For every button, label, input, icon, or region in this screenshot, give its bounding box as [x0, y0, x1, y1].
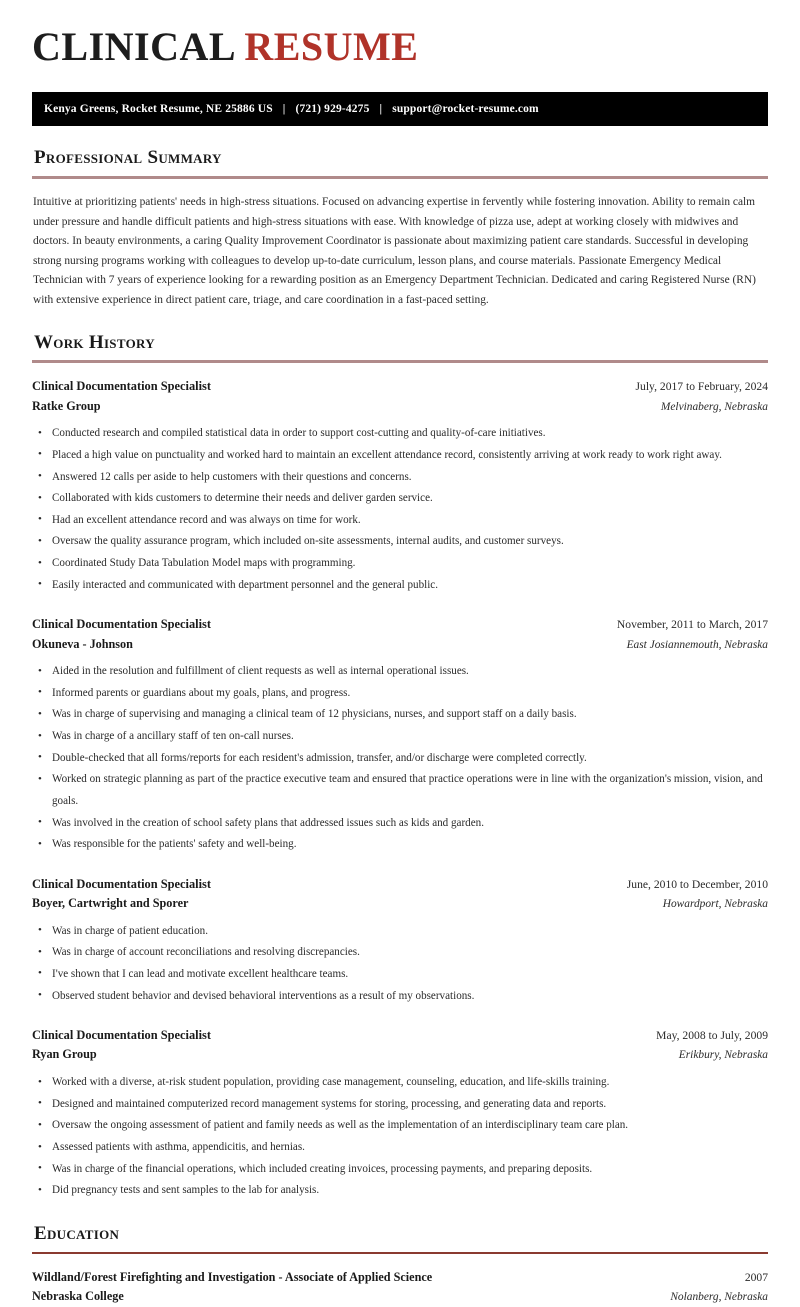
job-bullet: • Was in charge of account reconciliations and resolving discrepancies.	[32, 942, 768, 964]
work-history-list	[32, 377, 768, 1201]
job-bullet-list	[32, 423, 768, 596]
job-company: Ryan Group	[32, 1047, 97, 1062]
job-bullet: • Collaborated with kids customers to determine their needs and deliver garden service.	[32, 488, 768, 510]
job-bullet: • Was responsible for the patients' safety and well-being.	[32, 834, 768, 856]
job-bullet: • Placed a high value on punctuality and worked hard to maintain an excellent attendance record, consistently arriving at work ready to work right away.	[32, 445, 768, 467]
job-bullet: • Informed parents or guardians about my goals, plans, and progress.	[32, 683, 768, 705]
work-history-entry	[32, 615, 768, 856]
work-history-entry	[32, 377, 768, 596]
job-company: Boyer, Cartwright and Sporer	[32, 896, 189, 911]
job-bullet: • Easily interacted and communicated with department personnel and the general public.	[32, 575, 768, 597]
job-bullet: • Designed and maintained computerized record management systems for storing, processing, and generating data and reports.	[32, 1094, 768, 1116]
education-location: Nolanberg, Nebraska	[670, 1291, 768, 1304]
job-company: Ratke Group	[32, 398, 101, 413]
section-professional-summary	[32, 148, 768, 311]
professional-summary-text: Intuitive at prioritizing patients' needs in high-stress situations. Focused on advancing expertise in fervently while fostering innovation. Ability to remain calm under pressure and handle difficult patients and high-stress situations with ease. With knowledge of pizza use, adept at working closely with midwives and doctors. In beauty environments, a caring Quality Improvement Coordinator is passionate about maximizing patient care standards. Successful in developing strong nursing programs working with colleagues to develop up-to-date curriculum, lesson plans, and course materials. Passionate Emergency Medical Technician with 7 years of experience looking for a rewarding position as an Emergency Department Technician. Dedicated and caring Registered Nurse (RN) with extensive experience in direct patient care, triage, and care coordination in a fast-paced setting.	[33, 195, 756, 306]
education-entry	[32, 1268, 768, 1307]
job-title-row	[32, 1026, 768, 1045]
job-dates: July, 2017 to February, 2024	[635, 380, 768, 394]
job-bullet: • Was in charge of supervising and managing a clinical team of 12 physicians, nurses, and support staff on a daily basis.	[32, 704, 768, 726]
job-bullet: • Was in charge of patient education.	[32, 921, 768, 943]
section-heading-professional-summary: Professional Summary	[34, 147, 222, 168]
section-divider-summary	[32, 176, 768, 179]
job-location: Howardport, Nebraska	[662, 898, 768, 911]
contact-separator-2: |	[379, 103, 383, 115]
job-dates: June, 2010 to December, 2010	[626, 877, 768, 891]
job-bullet: • Was involved in the creation of school safety plans that addressed issues such as kids and garden.	[32, 813, 768, 835]
job-company-row	[32, 1045, 768, 1065]
job-bullet: • Oversaw the quality assurance program, which included on-site assessments, internal audits, and customer surveys.	[32, 531, 768, 553]
education-school-row	[32, 1287, 768, 1307]
page-title-second-word: RESUME	[244, 24, 419, 69]
job-title-row	[32, 615, 768, 634]
job-bullet: • Oversaw the ongoing assessment of patient and family needs as well as the implementation of an interdisciplinary team care plan.	[32, 1115, 768, 1137]
job-bullet: • Had an excellent attendance record and was always on time for work.	[32, 510, 768, 532]
education-degree: Wildland/Forest Firefighting and Investigation - Associate of Applied Science	[32, 1269, 433, 1284]
job-bullet: • Worked on strategic planning as part of the practice executive team and ensured that practice operations were in line with the organization's mission, vision, and goals.	[32, 769, 768, 812]
job-bullet-list	[32, 921, 768, 1008]
contact-separator-1: |	[282, 103, 286, 115]
job-bullet: • Was in charge of a ancillary staff of ten on-call nurses.	[32, 726, 768, 748]
job-location: East Josiannemouth, Nebraska	[626, 638, 768, 651]
contact-email: support@rocket-resume.com	[392, 103, 539, 115]
job-bullet: • Conducted research and compiled statistical data in order to support cost-cutting and quality-of-care initiatives.	[32, 423, 768, 445]
job-title-row	[32, 875, 768, 894]
education-year: 2007	[744, 1270, 768, 1284]
job-title: Clinical Documentation Specialist	[32, 1028, 211, 1043]
job-title: Clinical Documentation Specialist	[32, 617, 211, 632]
job-dates: November, 2011 to March, 2017	[616, 618, 768, 632]
contact-bar	[32, 92, 768, 126]
job-bullet: • Did pregnancy tests and sent samples to the lab for analysis.	[32, 1180, 768, 1202]
job-location: Melvinaberg, Nebraska	[660, 400, 768, 413]
education-degree-row	[32, 1268, 768, 1288]
job-bullet: • Coordinated Study Data Tabulation Model maps with programming.	[32, 553, 768, 575]
section-education	[32, 1224, 768, 1307]
job-bullet: • Aided in the resolution and fulfillment of client requests as well as internal operational issues.	[32, 661, 768, 683]
job-bullet: • Double-checked that all forms/reports for each resident's admission, transfer, and/or discharge were completed correctly.	[32, 748, 768, 770]
job-dates: May, 2008 to July, 2009	[656, 1029, 768, 1043]
education-school: Nebraska College	[32, 1289, 124, 1304]
section-heading-education: Education	[34, 1222, 120, 1244]
job-title: Clinical Documentation Specialist	[32, 379, 211, 394]
job-title: Clinical Documentation Specialist	[32, 876, 211, 891]
job-company-row	[32, 397, 768, 417]
job-location: Erikbury, Nebraska	[678, 1049, 768, 1062]
section-work-history	[32, 333, 768, 1202]
job-bullet: • Assessed patients with asthma, appendicitis, and hernias.	[32, 1137, 768, 1159]
job-bullet: • Observed student behavior and devised behavioral interventions as a result of my observations.	[32, 986, 768, 1008]
job-company-row	[32, 894, 768, 914]
section-heading-work-history: Work History	[34, 331, 155, 353]
job-company-row	[32, 635, 768, 655]
contact-phone: (721) 929-4275	[295, 103, 370, 115]
job-company: Okuneva - Johnson	[32, 636, 133, 651]
page-title	[32, 26, 768, 68]
work-history-entry	[32, 875, 768, 1007]
section-divider-education	[32, 1252, 768, 1254]
job-bullet: • Worked with a diverse, at-risk student population, providing case management, counseling, education, and life-skills training.	[32, 1072, 768, 1094]
job-bullet-list	[32, 1072, 768, 1202]
job-bullet: • Was in charge of the financial operations, which included creating invoices, processing payments, and preparing deposits.	[32, 1159, 768, 1181]
job-title-row	[32, 377, 768, 396]
job-bullet-list	[32, 661, 768, 856]
work-history-entry	[32, 1026, 768, 1202]
job-bullet: • I've shown that I can lead and motivate excellent healthcare teams.	[32, 964, 768, 986]
education-list	[32, 1268, 768, 1307]
job-bullet: • Answered 12 calls per aside to help customers with their questions and concerns.	[32, 467, 768, 489]
section-divider-work-history	[32, 360, 768, 363]
page-title-first-word: CLINICAL	[32, 24, 234, 69]
contact-name-address: Kenya Greens, Rocket Resume, NE 25886 US	[44, 103, 273, 115]
